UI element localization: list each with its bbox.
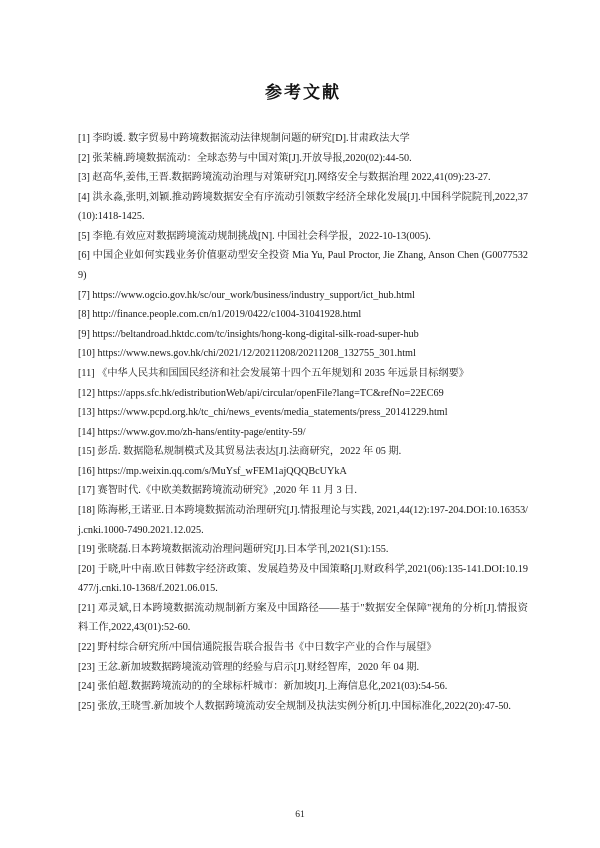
reference-item: [2] 张茉楠.跨境数据流动：全球态势与中国对策[J].开放导报,2020(02):44-50.	[78, 152, 412, 164]
reference-item: [14] https://www.gov.mo/zh-hans/entity-page/entity-59/	[78, 426, 306, 438]
reference-item: [17] 赛智时代.《中欧美数据跨境流动研究》,2020 年 11 月 3 日.	[78, 485, 357, 497]
reference-item: [8] http://finance.people.com.cn/n1/2019/0422/c1004-31041928.html	[78, 309, 362, 321]
reference-item: [1] 李昀谖. 数字贸易中跨境数据流动法律规制问题的研究[D].甘肃政法大学	[78, 133, 410, 144]
page-number: 61	[295, 810, 305, 820]
reference-item: [12] https://apps.sfc.hk/edistributionWeb/api/circular/openFile?lang=TC&refNo=22EC69	[78, 387, 444, 399]
reference-item: [25] 张放,王晓雪.新加坡个人数据跨境流动安全规制及执法实例分析[J].中国标准化,2022(20):47-50.	[78, 700, 511, 712]
reference-item: [16] https://mp.weixin.qq.com/s/MuYsf_wFEM1ajQQQBcUYkA	[78, 465, 347, 477]
reference-item: [19] 张晓磊.日本跨境数据流动治理问题研究[J].日本学刊,2021(S1):155.	[78, 544, 389, 556]
reference-item: [9] https://beltandroad.hktdc.com/tc/insights/hong-kong-digital-silk-road-super-hub	[78, 328, 419, 340]
page-title: 参考文献	[265, 83, 341, 102]
reference-item: [24] 张伯超.数据跨境流动的的全球标杆城市：新加坡[J].上海信息化,2021(03):54-56.	[78, 681, 448, 693]
reference-item: [21] 邓灵斌,日本跨境数据流动规制新方案及中国路径——基于"数据安全保障"视角的分析[J].情报资料工作,2022,43(01):52-60.	[78, 602, 528, 634]
reference-item: [13] https://www.pcpd.org.hk/tc_chi/news_events/media_statements/press_20141229.html	[78, 407, 448, 419]
reference-item: [15] 彭岳. 数据隐私规制模式及其贸易法表达[J].法商研究，2022 年 05 期.	[78, 446, 402, 458]
reference-item: [6] 中国企业如何实践业务价值驱动型安全投资 Mia Yu, Paul Proctor, Jie Zhang, Anson Chen (G00775329)	[78, 250, 528, 282]
reference-item: [23] 王忿.新加坡数据跨境流动管理的经验与启示[J].财经智库，2020 年 04 期.	[78, 661, 419, 673]
reference-item: [10] https://www.news.gov.hk/chi/2021/12/20211208/20211208_132755_301.html	[78, 348, 416, 360]
reference-item: [3] 赵高华,姜伟,王晋.数据跨境流动治理与对策研究[J].网络安全与数据治理 2022,41(09):23-27.	[78, 172, 491, 184]
reference-item: [4] 洪永淼,张明,刘颖.推动跨境数据安全有序流动引领数字经济全球化发展[J].中国科学院院刊,2022,37(10):1418-1425.	[78, 191, 528, 223]
reference-item: [7] https://www.ogcio.gov.hk/sc/our_work/business/industry_support/ict_hub.html	[78, 289, 415, 301]
reference-item: [11] 《中华人民共和国国民经济和社会发展第十四个五年规划和 2035 年远景目标纲要》	[78, 367, 469, 379]
reference-list	[78, 129, 528, 716]
reference-item: [5] 李艳.有效应对数据跨境流动规制挑战[N]. 中国社会科学报，2022-10-13(005).	[78, 230, 431, 242]
reference-item: [18] 陈海彬,王诺亚.日本跨境数据流动治理研究[J].情报理论与实践, 2021,44(12):197-204.DOI:10.16353/j.cnki.1000-7490.2021.12.025.	[78, 504, 528, 536]
reference-item: [22] 野村综合研究所/中国信通院报告联合报告书《中日数字产业的合作与展望》	[78, 642, 437, 654]
reference-item: [20] 于晓,叶中南.欧日韩数字经济政策、发展趋势及中国策略[J].财政科学,2021(06):135-141.DOI:10.19477/j.cnki.10-1368/f.2021.06.015.	[78, 563, 528, 595]
